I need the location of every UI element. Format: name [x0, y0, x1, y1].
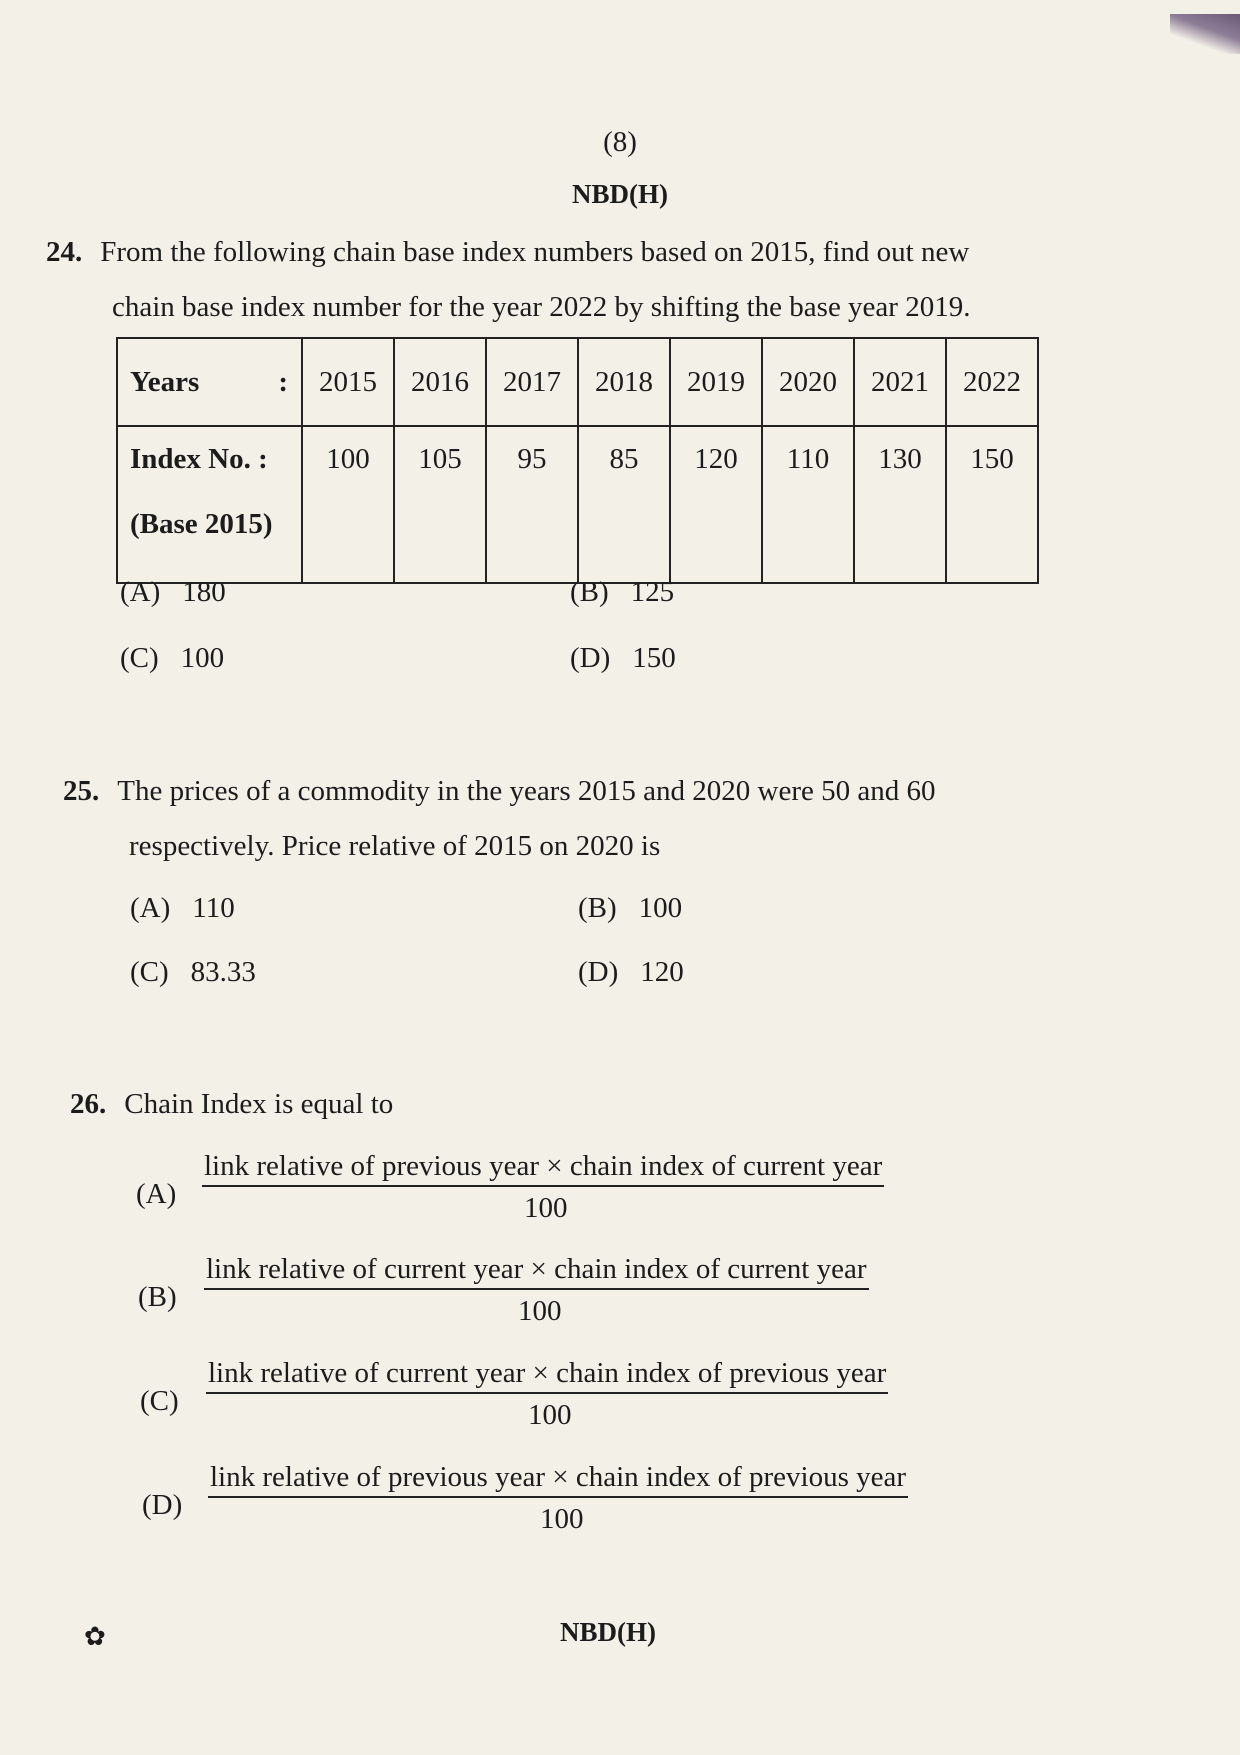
q25-option-a[interactable]: (A) 110: [130, 892, 235, 924]
year-cell: 2016: [394, 338, 486, 426]
fraction-denominator: 100: [518, 1295, 562, 1327]
index-cell: 105: [394, 426, 486, 583]
table-row-index: [117, 426, 1038, 583]
fraction-denominator: 100: [528, 1399, 572, 1431]
table-row-years: [117, 338, 1038, 426]
row-label-years: Years :: [117, 338, 302, 426]
fraction-denominator: 100: [524, 1192, 568, 1224]
question-24: [46, 225, 1056, 335]
fraction-numerator: link relative of previous year × chain index of previous year: [208, 1461, 908, 1498]
year-cell: 2021: [854, 338, 946, 426]
q24-option-c[interactable]: (C) 100: [120, 642, 225, 674]
index-cell: 100: [302, 426, 394, 583]
index-cell: 130: [854, 426, 946, 583]
year-cell: 2017: [486, 338, 578, 426]
index-cell: 85: [578, 426, 670, 583]
year-cell: 2015: [302, 338, 394, 426]
q24-option-a[interactable]: (A) 180: [120, 576, 226, 608]
index-cell: 120: [670, 426, 762, 583]
year-cell: 2020: [762, 338, 854, 426]
q24-option-d[interactable]: (D) 150: [570, 642, 676, 674]
row-label-index: Index No. : (Base 2015): [117, 426, 302, 583]
fraction-numerator: link relative of current year × chain index of previous year: [206, 1357, 888, 1394]
paper-code-footer: NBD(H): [560, 1617, 656, 1647]
question-26: [70, 1077, 393, 1132]
index-cell: 95: [486, 426, 578, 583]
question-text-line1: From the following chain base index numbers based on 2015, find out new: [100, 236, 970, 268]
fraction-numerator: link relative of current year × chain index of current year: [204, 1253, 869, 1290]
index-cell: 150: [946, 426, 1038, 583]
question-text: Chain Index is equal to: [124, 1088, 394, 1120]
page-corner-decoration: [1170, 14, 1240, 54]
year-cell: 2019: [670, 338, 762, 426]
exam-page: (8) NBD(H) 24. From the following chain base index numbers based on 2015, find out new chain base index number for the year 2022 by shifting the base year 2019. Years : 2015 2016 2017 2018 2019 2020 2021 2022 Index No. : (Base 2015) 100 105 95 85 120 110 130 150 (A) 180 (B) 125 (C) 100 (D) 150 25. The prices of a commodity in the years 2015 and 2020 were 50 and 60 respectively. Price relative of 2015 on 2020 is (A) 110 (B) 100 (C) 83.33 (D) 120 26. Chain Index is equal to (A) link relative of previous year × chain index of current year 100 (B) link relative of current year × chain index of current year 100 (C) link relative of current year × chain index of previous year 100 (D) link relative of previous year × chain index of previous year 100 ✿ NBD(H): [0, 0, 1240, 1755]
year-cell: 2018: [578, 338, 670, 426]
year-cell: 2022: [946, 338, 1038, 426]
question-text-line2: respectively. Price relative of 2015 on 2020 is: [129, 830, 661, 862]
question-text-line2: chain base index number for the year 2022 by shifting the base year 2019.: [112, 291, 971, 323]
question-number: 24.: [46, 236, 83, 268]
question-number: 25.: [63, 775, 100, 807]
fraction-denominator: 100: [540, 1503, 584, 1535]
page-number: (8): [603, 126, 637, 158]
q25-option-b[interactable]: (B) 100: [578, 892, 683, 924]
q24-option-b[interactable]: (B) 125: [570, 576, 675, 608]
flower-icon: ✿: [84, 1622, 106, 1651]
q25-option-c[interactable]: (C) 83.33: [130, 956, 256, 988]
question-text-line1: The prices of a commodity in the years 2015 and 2020 were 50 and 60: [117, 775, 936, 807]
index-cell: 110: [762, 426, 854, 583]
question-number: 26.: [70, 1088, 107, 1120]
index-table: [116, 337, 1039, 584]
question-25: [63, 764, 1063, 874]
q25-option-d[interactable]: (D) 120: [578, 956, 684, 988]
fraction-numerator: link relative of previous year × chain index of current year: [202, 1150, 884, 1187]
paper-code-header: NBD(H): [572, 179, 668, 209]
